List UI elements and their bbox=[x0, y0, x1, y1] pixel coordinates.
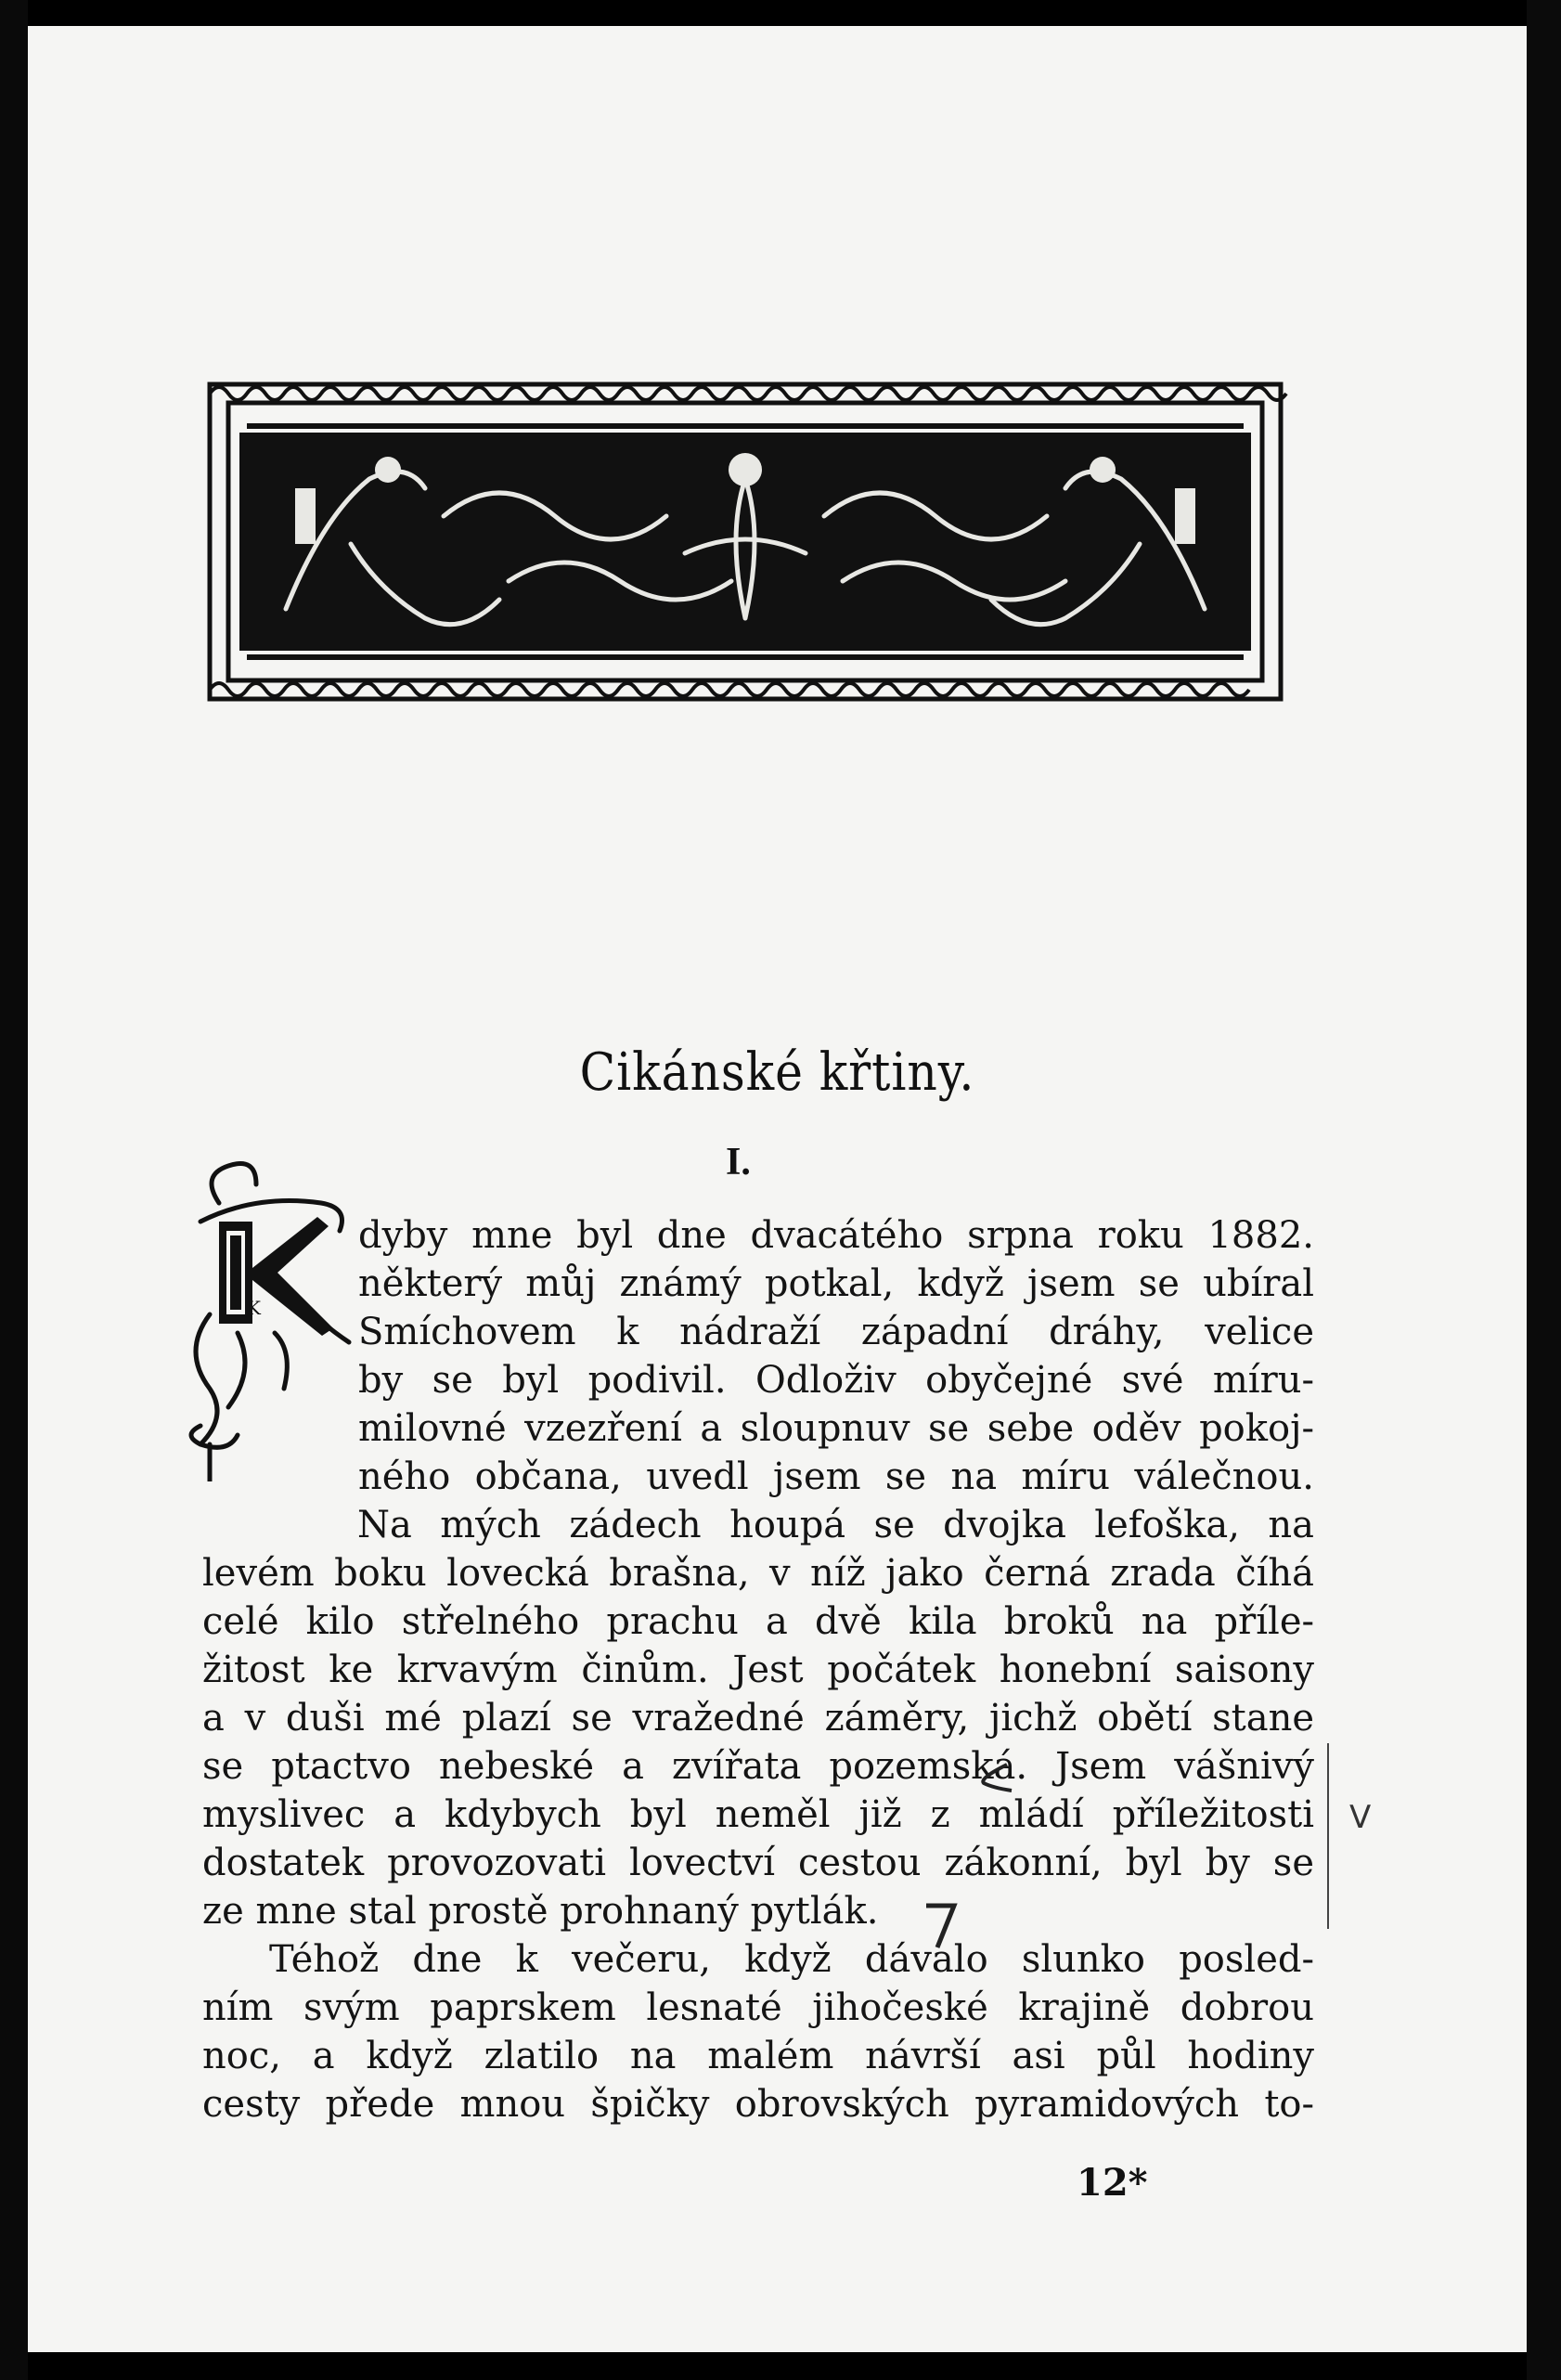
text-line: Na mých zádech houpá se dvojka lefoška, na bbox=[357, 1504, 1314, 1546]
text-line: dostatek provozovati lovectví cestou zákonní, byl by se bbox=[202, 1842, 1314, 1884]
pencil-mark-open bbox=[970, 1760, 1016, 1797]
margin-note-letter: V bbox=[1349, 1799, 1372, 1836]
text-line: dyby mne byl dne dvacátého srpna roku 1882. bbox=[358, 1214, 1314, 1257]
text-line: noc, a když zlatilo na malém návrší asi půl hodiny bbox=[202, 2035, 1314, 2077]
drop-cap-letter: K bbox=[247, 1297, 261, 1319]
text-line: milovné vzezření a sloupnuv se sebe oděv pokoj- bbox=[358, 1407, 1314, 1450]
margin-bracket-icon bbox=[1314, 1743, 1388, 1929]
text-line: myslivec a kdybych byl neměl již z mládí příležitosti bbox=[202, 1793, 1314, 1836]
text-line: by se byl podivil. Odloživ obyčejné své míru- bbox=[358, 1359, 1314, 1402]
text-line: se ptactvo nebeské a zvířata pozemská. Jsem vášnivý bbox=[202, 1745, 1314, 1788]
text-line: cesty přede mnou špičky obrovských pyramidových to- bbox=[202, 2083, 1314, 2126]
text-line: levém boku lovecká brašna, v níž jako černá zrada číhá bbox=[202, 1552, 1314, 1595]
text-line: Téhož dne k večeru, když dávalo slunko posled- bbox=[269, 1938, 1314, 1981]
ornamental-headpiece bbox=[202, 377, 1288, 706]
text-line: ného občana, uvedl jsem se na míru válečnou. bbox=[358, 1455, 1314, 1498]
text-line: celé kilo střelného prachu a dvě kila broků na příle- bbox=[202, 1600, 1314, 1643]
text-line: některý můj známý potkal, když jsem se ubíral bbox=[358, 1262, 1314, 1305]
chapter-number: I. bbox=[726, 1141, 751, 1184]
pencil-mark-close bbox=[919, 1896, 965, 1952]
text-line: ze mne stal prostě prohnaný pytlák. bbox=[202, 1890, 879, 1933]
drop-cap-initial bbox=[182, 1147, 358, 1481]
text-line: žitost ke krvavým činům. Jest počátek honební saisony bbox=[202, 1649, 1314, 1691]
chapter-title: Cikánské křtiny. bbox=[579, 1042, 975, 1103]
page-number: 12* bbox=[1077, 2161, 1148, 2205]
text-line: ním svým paprskem lesnaté jihočeské krajině dobrou bbox=[202, 1986, 1314, 2029]
margin-pencil-note bbox=[1314, 1743, 1388, 1929]
binding-edge-left bbox=[0, 0, 28, 2380]
text-line: a v duši mé plazí se vražedné záměry, jichž obětí stane bbox=[202, 1697, 1314, 1740]
binding-edge-right bbox=[1527, 0, 1561, 2380]
text-line: Smíchovem k nádraží západní dráhy, velice bbox=[358, 1311, 1314, 1353]
book-page bbox=[28, 26, 1527, 2352]
